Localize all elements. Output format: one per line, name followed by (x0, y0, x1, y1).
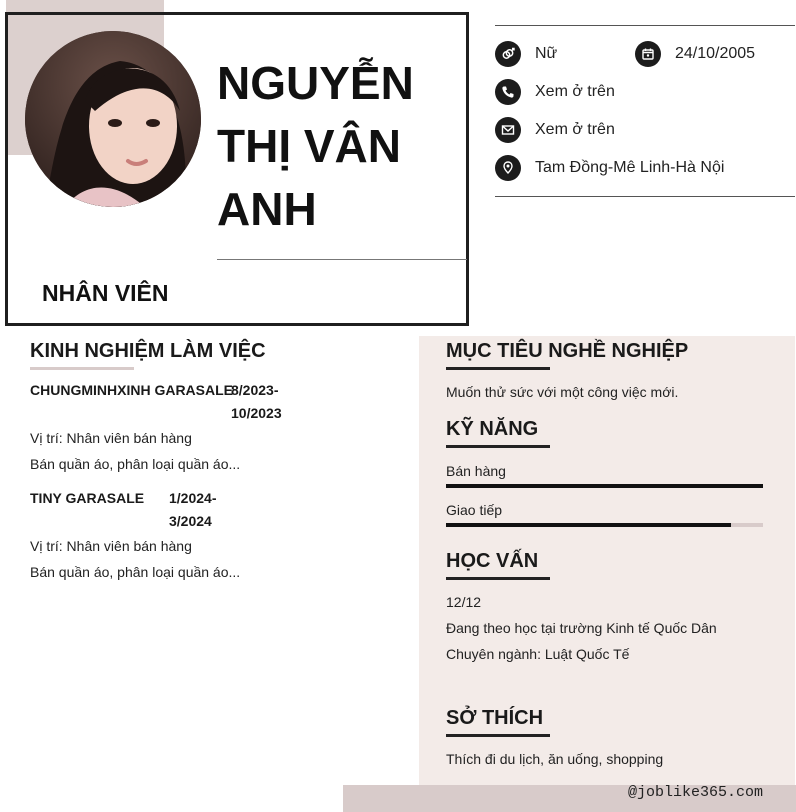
gender-value: Nữ (535, 45, 558, 62)
education-line-3: Chuyên ngành: Luật Quốc Tế (446, 646, 630, 662)
experience-underline (30, 367, 134, 370)
objective-text: Muốn thử sức với một công việc mới. (446, 384, 679, 400)
phone-icon (495, 79, 521, 105)
hobbies-title: SỞ THÍCH (446, 707, 544, 729)
job-2-role: Vị trí: Nhân viên bán hàng (30, 538, 192, 554)
objective-underline (446, 367, 550, 370)
objective-title: MỤC TIÊU NGHỀ NGHIỆP (446, 340, 689, 362)
education-line-2: Đang theo học tại trường Kinh tế Quốc Dân (446, 620, 717, 636)
profile-photo (25, 31, 201, 207)
gender-icon (495, 41, 521, 67)
right-panel (419, 336, 795, 812)
job-1-period-end: 10/2023 (231, 405, 282, 421)
contact-gender (495, 41, 557, 67)
location-icon (495, 155, 521, 181)
avatar-illustration (25, 31, 201, 207)
job-2-description: Bán quần áo, phân loại quần áo... (30, 564, 241, 580)
contact-divider-top (495, 25, 795, 26)
skill-2-fill (446, 523, 731, 527)
job-position: NHÂN VIÊN (42, 280, 169, 306)
job-1-period-start: 8/2023- (231, 382, 279, 398)
watermark-text: @joblike365.com (627, 784, 763, 801)
skill-1-fill (446, 484, 763, 488)
job-2-period-start: 1/2024- (169, 490, 217, 506)
education-title: HỌC VẤN (446, 550, 539, 572)
skills-title: KỸ NĂNG (446, 418, 539, 440)
education-line-1: 12/12 (446, 594, 482, 610)
calendar-icon (635, 41, 661, 67)
skill-1-name: Bán hàng (446, 463, 506, 479)
contact-address (495, 155, 724, 181)
mail-icon (495, 117, 521, 143)
phone-value: Xem ở trên (535, 83, 615, 100)
experience-title: KINH NGHIỆM LÀM VIỆC (30, 340, 266, 362)
job-1-company: CHUNGMINHXINH GARASALE (30, 382, 233, 398)
birthday-value: 24/10/2005 (675, 45, 756, 62)
skill-1-bar (446, 484, 763, 488)
contact-birthday (635, 41, 755, 67)
skill-2-bar (446, 523, 763, 527)
education-underline (446, 577, 550, 580)
contact-email (495, 117, 615, 143)
contact-phone (495, 79, 615, 105)
job-1-role: Vị trí: Nhân viên bán hàng (30, 430, 192, 446)
skills-underline (446, 445, 550, 448)
job-1-description: Bán quần áo, phân loại quần áo... (30, 456, 241, 472)
job-2-company: TINY GARASALE (30, 490, 145, 506)
hobbies-text: Thích đi du lịch, ăn uống, shopping (446, 751, 664, 767)
name-divider (217, 259, 467, 260)
address-value: Tam Đồng-Mê Linh-Hà Nội (535, 159, 725, 176)
email-value: Xem ở trên (535, 121, 615, 138)
contact-divider-bottom (495, 196, 795, 197)
skill-2-name: Giao tiếp (446, 502, 503, 518)
candidate-name: NGUYỄN THỊ VÂN ANH (217, 57, 414, 235)
job-2-period-end: 3/2024 (169, 513, 212, 529)
hobbies-underline (446, 734, 550, 737)
